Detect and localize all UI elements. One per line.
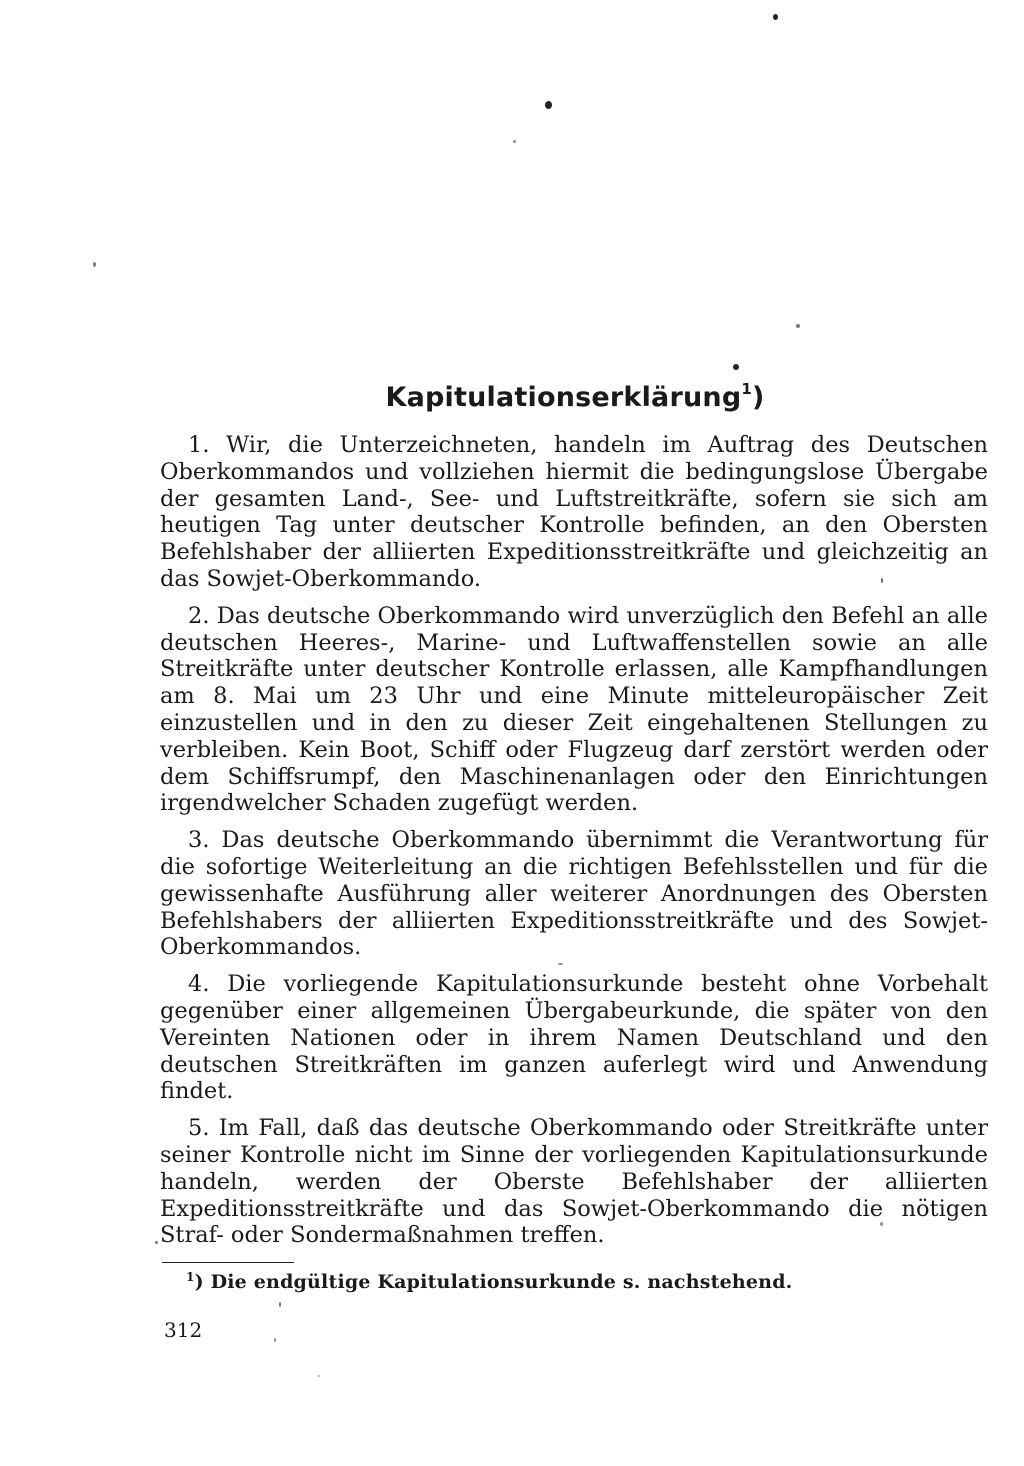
- title-footnote-mark: 1: [741, 380, 752, 398]
- scan-speck: [318, 1375, 320, 1377]
- paragraph-4: 4. Die vorliegende Kapitulationsurkunde besteht ohne Vorbehalt gegenüber einer allgemeinen Übergabeurkunde, die später von den Vereinten Nationen oder in ihrem Namen Deutschland und den deutschen Streitkräften im ganzen auferlegt wird und Anwendung findet.: [160, 971, 988, 1105]
- scan-speck: [279, 1302, 281, 1307]
- scan-speck: [513, 140, 516, 143]
- paragraph-5: 5. Im Fall, daß das deutsche Oberkommando oder Streitkräfte unter seiner Kontrolle nicht im Sinne der vorliegenden Kapitulationsurkunde handeln, werden der Oberste Befehlshaber der alliierten Expeditionsstreitkräfte und das Sowjet-Oberkommando die nötigen Straf- oder Sondermaßnahmen treffen.: [160, 1115, 988, 1249]
- title-footnote-close: ): [751, 382, 765, 413]
- paragraph-2: 2. Das deutsche Oberkommando wird unverzüglich den Befehl an alle deutschen Heeres-, Marine- und Luftwaffenstellen sowie an alle Streitkräfte unter deutscher Kontrolle erlassen, alle Kampfhandlungen am 8. Mai um 23 Uhr und eine Minute mitteleuropäischer Zeit einzustellen und in den zu dieser Zeit eingehaltenen Stellungen zu verbleiben. Kein Boot, Schiff oder Flugzeug darf zerstört werden oder dem Schiffsrumpf, den Maschinenanlagen oder den Einrichtungen irgendwelcher Schaden zugefügt werden.: [160, 602, 988, 817]
- scan-speck: [93, 262, 96, 267]
- paragraph-3: 3. Das deutsche Oberkommando übernimmt die Verantwortung für die sofortige Weiterleitung an die richtigen Befehlsstellen und für die gewissenhafte Ausführung aller weiterer Anordnungen des Obersten Befehlshabers der alliierten Expeditionsstreitkräfte und des Sowjet-Oberkommandos.: [160, 827, 988, 961]
- scan-speck: [155, 1241, 158, 1244]
- document-title: [160, 380, 990, 413]
- footnote-divider: [162, 1262, 294, 1263]
- scan-speck: [773, 14, 778, 20]
- scan-speck: [733, 364, 739, 370]
- footnote-mark: 1: [186, 1270, 195, 1284]
- scan-speck: [274, 1338, 276, 1342]
- page-number: 312: [164, 1318, 203, 1342]
- footnote: [186, 1270, 793, 1293]
- scan-speck: [545, 101, 552, 109]
- footnote-text: ) Die endgültige Kapitulationsurkunde s. nachstehend.: [194, 1271, 793, 1293]
- title-text: Kapitulationserklärung: [385, 382, 742, 413]
- paragraph-1: 1. Wir, die Unterzeichneten, handeln im Auftrag des Deutschen Oberkommandos und vollziehen hiermit die bedingungslose Übergabe der gesamten Land-, See- und Luftstreitkräfte, sofern sie sich am heutigen Tag unter deutscher Kontrolle befinden, an den Obersten Befehlshaber der alliierten Expeditionsstreitkräfte und gleichzeitig an das Sowjet-Oberkommando.: [160, 432, 988, 592]
- scan-speck: [796, 324, 800, 328]
- document-body: [160, 432, 988, 1259]
